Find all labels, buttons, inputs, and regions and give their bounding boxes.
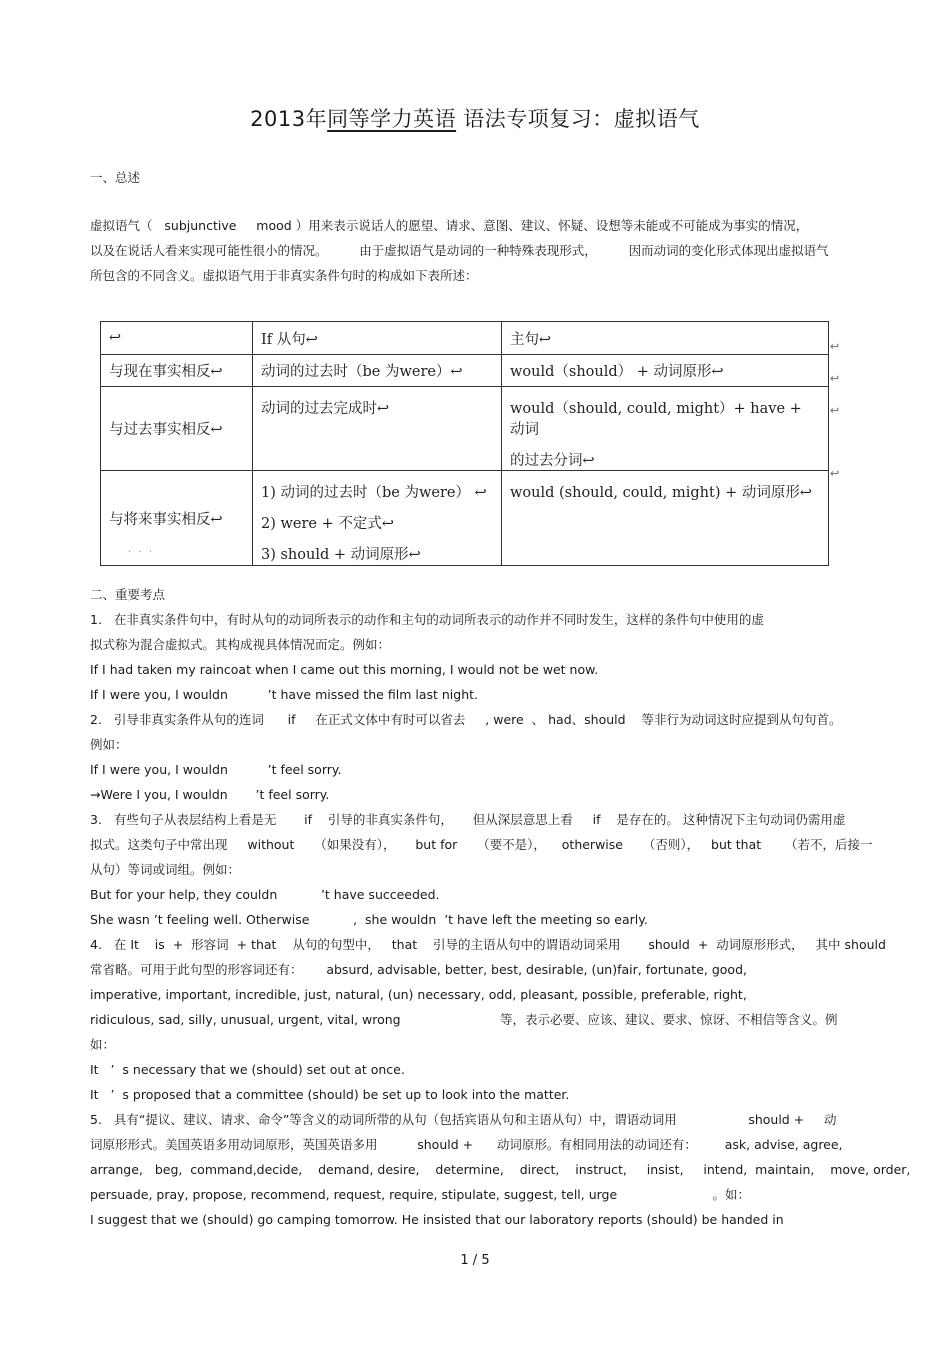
row-end-mark: ↩ <box>830 372 840 385</box>
table-header-cell: ↩ <box>101 322 253 355</box>
title-topic: 语法专项复习：虚拟语气 <box>456 107 700 131</box>
body-line: If I had taken my raincoat when I came out this morning, I would not be wet now. <box>90 662 599 677</box>
page-number: 1 / 5 <box>460 1253 490 1268</box>
table-header-cell: 主句↩ <box>502 322 829 355</box>
body-line: 拟式称为混合虚拟式。其构成视具体情况而定。例如： <box>90 637 391 652</box>
section-heading-overview: 一、总述 <box>90 170 141 185</box>
body-line: imperative, important, incredible, just, natural, (un) necessary, odd, pleasant, possible, preferable, right, <box>90 987 747 1002</box>
body-line: 如： <box>90 1037 116 1052</box>
document-title <box>0 103 950 133</box>
section-heading-key-points: 二、重要考点 <box>90 587 166 602</box>
body-line: I suggest that we (should) go camping tomorrow. He insisted that our laboratory reports (should) be handed in <box>90 1212 784 1227</box>
intro-line: 虚拟语气（ subjunctive mood ）用来表示说话人的愿望、请求、意图、建议、怀疑、设想等未能或不可能成为事实的情况， <box>90 218 809 233</box>
table-cell-line: 的过去分词↩ <box>510 453 595 469</box>
body-line: If I were you, I wouldn ’t feel sorry. <box>90 762 342 777</box>
row-end-mark: ↩ <box>830 340 840 353</box>
body-line: It ’ s proposed that a committee (should) be set up to look into the matter. <box>90 1087 570 1102</box>
body-line: She wasn ’t feeling well. Otherwise , she wouldn ’t have left the meeting so early. <box>90 912 648 927</box>
table-header-row <box>101 322 829 355</box>
table-cell-line: would（should, could, might）+ have + 动词 <box>510 401 802 438</box>
body-line: If I were you, I wouldn ’t have missed the film last night. <box>90 687 478 702</box>
body-line: arrange, beg, command,decide, demand, desire, determine, direct, instruct, insist, intend, maintain, move, order, <box>90 1162 911 1177</box>
body-line: 例如： <box>90 737 128 752</box>
table-cell: would (should, could, might) + 动词原形↩ <box>502 471 829 566</box>
table-cell: 动词的过去时（be 为were）↩ <box>253 355 502 387</box>
body-line: 4. 在 It is + 形容词 + that 从句的句型中， that 引导的主语从句中的谓语动词采用 should + 动词原形形式， 其中 should <box>90 937 886 952</box>
body-line: ridiculous, sad, silly, unusual, urgent, vital, wrong 等，表示必要、应该、建议、要求、惊讶、不相信等含义。例 <box>90 1012 838 1027</box>
body-line: 词原形形式。美国英语多用动词原形，英国英语多用 should + 动词原形。有相同用法的动词还有： ask, advise, agree, <box>90 1137 843 1152</box>
title-subject: 同等学力英语 <box>327 107 457 131</box>
table-row <box>101 471 829 566</box>
table-dots: · · · <box>128 547 154 558</box>
table-cell-line: 2) were + 不定式↩ <box>261 516 395 532</box>
intro-line: 以及在说话人看来实现可能性很小的情况。 由于虚拟语气是动词的一种特殊表现形式， 因而动词的变化形式体现出虚拟语气 <box>90 243 829 258</box>
body-line: 从句）等词或词组。例如： <box>90 862 241 877</box>
conditional-structure-table <box>100 321 829 566</box>
body-line: 1. 在非真实条件句中，有时从句的动词所表示的动作和主句的动词所表示的动作并不同时发生，这样的条件句中使用的虚 <box>90 612 764 627</box>
body-line: 3. 有些句子从表层结构上看是无 if 引导的非真实条件句， 但从深层意思上看 if 是存在的。 这种情况下主句动词仍需用虚 <box>90 812 846 827</box>
body-line: 常省略。可用于此句型的形容词还有： absurd, advisable, better, best, desirable, (un)fair, fortunate, good, <box>90 962 747 977</box>
table-cell-line: 3) should + 动词原形↩ <box>261 547 421 563</box>
table-cell: would（should） + 动词原形↩ <box>502 355 829 387</box>
intro-line: 所包含的不同含义。虚拟语气用于非真实条件句时的构成如下表所述： <box>90 268 478 283</box>
table-cell-line: 1) 动词的过去时（be 为were） ↩ <box>261 485 487 501</box>
body-line: But for your help, they couldn ’t have succeeded. <box>90 887 440 902</box>
table-cell: 与将来事实相反↩ <box>101 471 253 566</box>
table-row <box>101 387 829 471</box>
title-year: 2013年 <box>250 107 328 131</box>
table-header-cell: If 从句↩ <box>253 322 502 355</box>
row-end-mark: ↩ <box>830 467 840 480</box>
table-cell: 与现在事实相反↩ <box>101 355 253 387</box>
body-line: →Were I you, I wouldn ’t feel sorry. <box>90 787 330 802</box>
table-cell <box>502 387 829 471</box>
table-cell: 与过去事实相反↩ <box>101 387 253 471</box>
table-row <box>101 355 829 387</box>
row-end-mark: ↩ <box>830 404 840 417</box>
table-cell: 动词的过去完成时↩ <box>253 387 502 471</box>
body-line: 5. 具有“提议、建议、请求、命令”等含义的动词所带的从句（包括宾语从句和主语从句）中，谓语动词用 should + 动 <box>90 1112 837 1127</box>
body-line: 拟式。这类句子中常出现 without （如果没有）， but for （要不是）， otherwise （否则）， but that （若不，后接一 <box>90 837 873 852</box>
table-cell <box>253 471 502 566</box>
body-line: persuade, pray, propose, recommend, request, require, stipulate, suggest, tell, urge 。如： <box>90 1187 751 1202</box>
body-line: It ’ s necessary that we (should) set out at once. <box>90 1062 405 1077</box>
body-line: 2. 引导非真实条件从句的连词 if 在正式文体中有时可以省去 , were 、 had、should 等非行为动词这时应提到从句句首。 <box>90 712 842 727</box>
